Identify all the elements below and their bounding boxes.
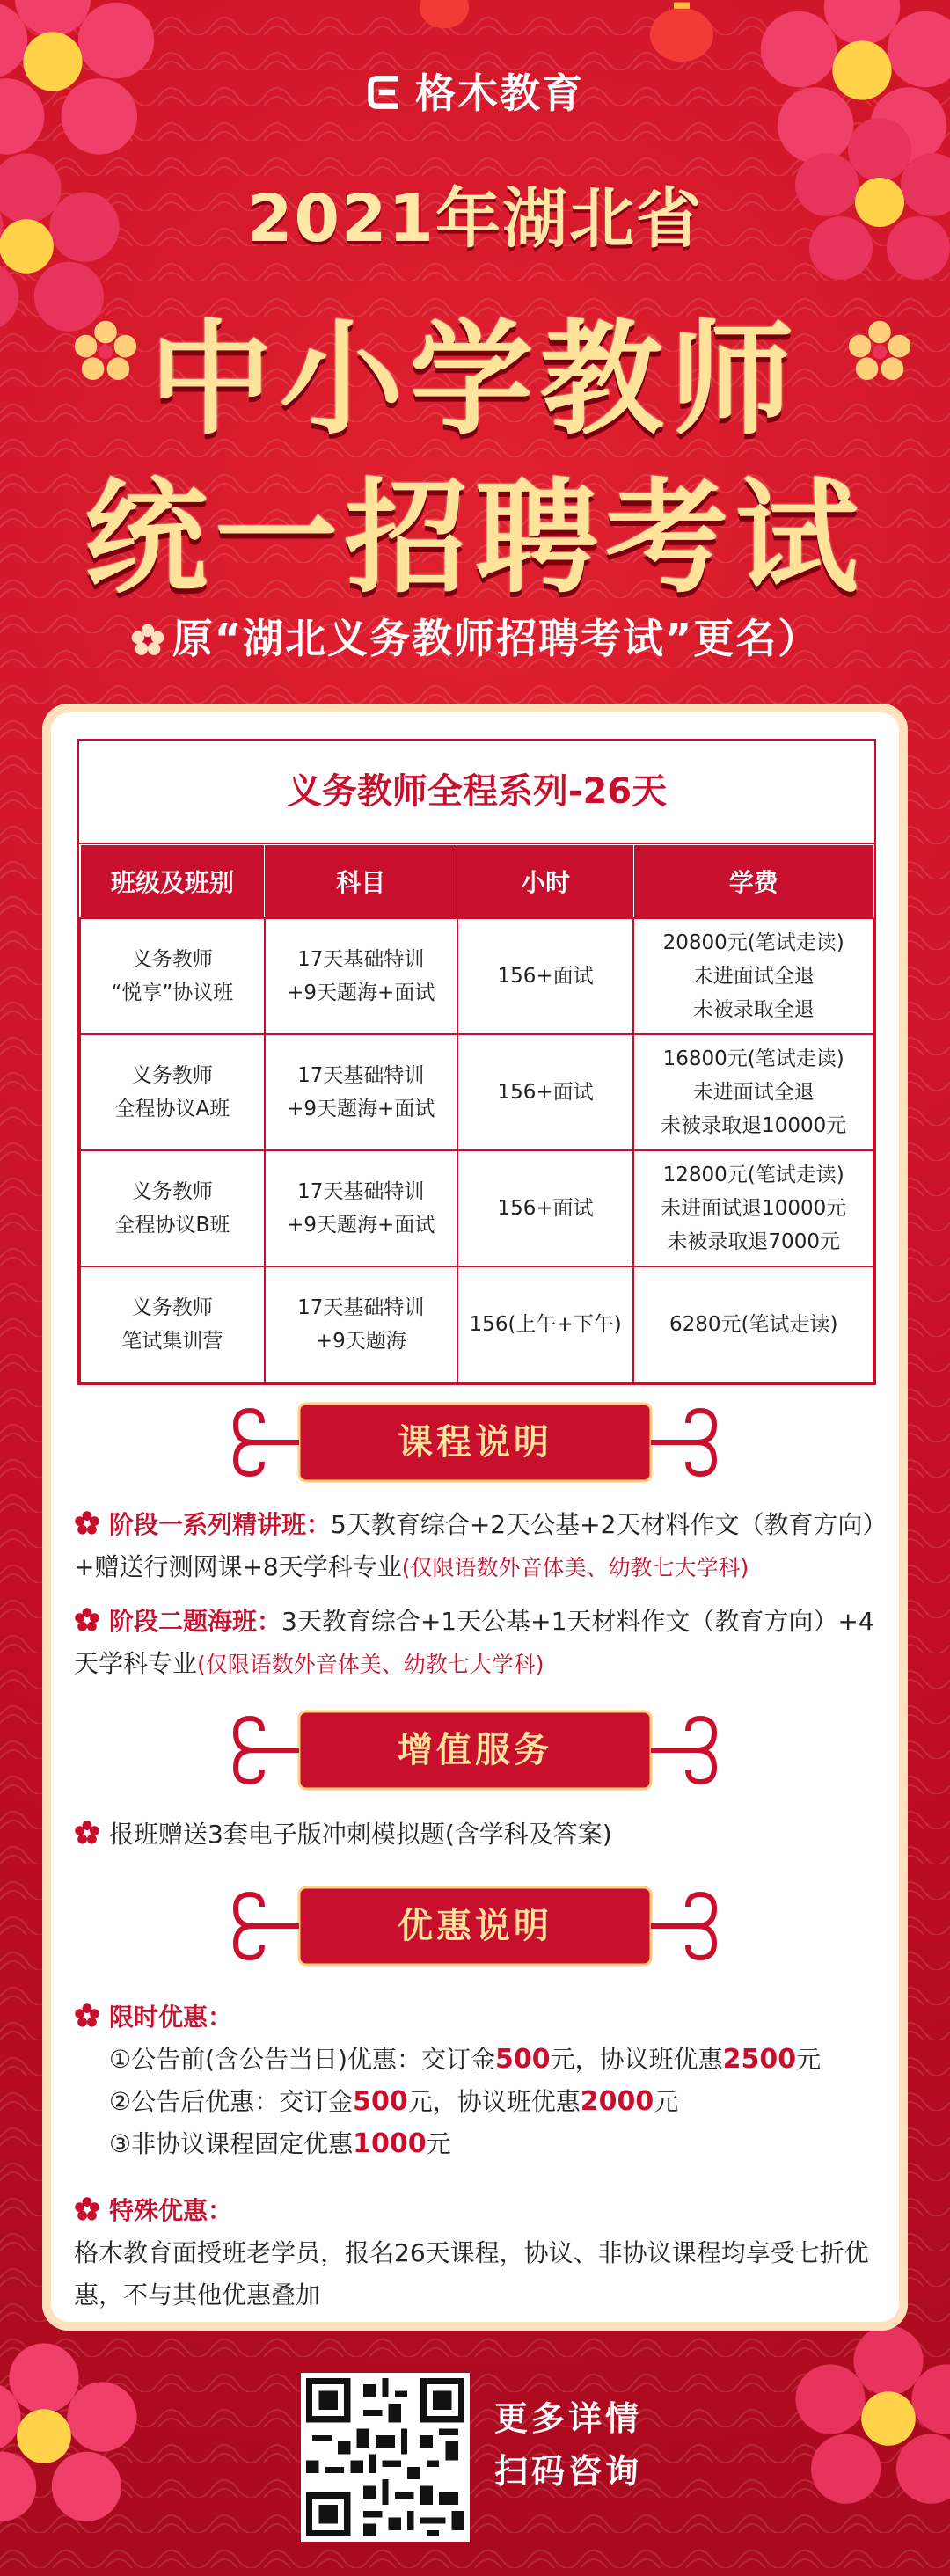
year-line: 2021年湖北省: [247, 181, 703, 257]
limited-line-2: ②公告后优惠：交订金500元，协议班优惠2000元: [109, 2086, 679, 2117]
limited-label: 限时优惠：: [109, 2003, 233, 2032]
subject-cell: 17天基础特训 +9天题海+面试: [265, 918, 457, 1034]
class-cell: 义务教师 全程协议A班: [80, 1034, 265, 1150]
value-banner-label: 增值服务: [398, 1730, 552, 1770]
fee-cell: 12800元(笔试走读) 未进面试退10000元 未被录取退7000元: [633, 1150, 873, 1266]
fee-cell: 16800元(笔试走读) 未进面试全退 未被录取退10000元: [633, 1034, 873, 1150]
table-header-row: [80, 845, 873, 919]
limited-heading: [74, 1996, 883, 2039]
plum-flower-icon: [74, 1820, 100, 1846]
hours-cell: 156(上午+下午): [457, 1266, 634, 1383]
stage-1-note: (仅限语数外音体美、幼教七大学科): [401, 1555, 749, 1580]
hours-cell: 156+面试: [457, 918, 634, 1034]
plum-flower-icon: [74, 2003, 100, 2029]
plum-flower-icon: [130, 623, 165, 658]
stage-1: [74, 1504, 883, 1589]
value-banner: [42, 1706, 908, 1794]
hours-cell: 156+面试: [457, 1034, 634, 1150]
value-item: [74, 1813, 883, 1856]
course-banner-label: 课程说明: [398, 1422, 552, 1463]
col-header: 科目: [265, 845, 457, 919]
plum-flower-icon: [74, 2196, 100, 2222]
table-row: [80, 918, 873, 1034]
lantern-icon: [642, 0, 721, 70]
stage-1-label: 阶段一系列精讲班：: [109, 1510, 332, 1539]
qr-caption-line-2: 扫码咨询: [494, 2452, 643, 2491]
content-card: [42, 704, 908, 2331]
stage-1-text: 5天教育综合+2天公基+2天材料作文（教育方向）+赠送行测网课+8天学科专业: [74, 1510, 875, 1581]
fee-table-grid: [79, 844, 874, 1383]
class-cell: 义务教师 全程协议B班: [80, 1150, 265, 1266]
special-text: 格木教育面授班老学员，报名26天课程，协议、非协议课程均享受七折优惠，不与其他优惠叠加: [74, 2238, 869, 2310]
stage-2: [74, 1601, 883, 1686]
col-header: 小时: [457, 845, 634, 919]
special-heading: [74, 2190, 883, 2232]
subject-cell: 17天基础特训 +9天题海: [265, 1266, 457, 1383]
title-line-1: 中小学教师: [149, 309, 800, 452]
subject-cell: 17天基础特训 +9天题海+面试: [265, 1034, 457, 1150]
lantern-icon: [413, 0, 475, 35]
special-label: 特殊优惠：: [109, 2196, 233, 2225]
brand-logo: [0, 62, 950, 120]
col-header: 班级及班别: [80, 845, 265, 919]
table-row: [80, 1034, 873, 1150]
qr-caption-line-1: 更多详情: [494, 2399, 643, 2438]
flower-icon: [0, 2339, 141, 2533]
discount-banner-label: 优惠说明: [398, 1906, 552, 1946]
stage-2-note: (仅限语数外音体美、幼教七大学科): [197, 1652, 544, 1677]
value-item-text: 报班赠送3套电子版冲刺模拟题(含学科及答案): [109, 1820, 612, 1849]
limited-line-3: ③非协议课程固定优惠1000元: [109, 2128, 451, 2159]
subtitle-text: 原“湖北义务教师招聘考试”更名）: [172, 615, 821, 662]
brand-name: 格木教育: [415, 69, 584, 117]
fee-cell: 6280元(笔试走读): [633, 1266, 873, 1383]
qr-caption: [494, 2392, 642, 2498]
subtitle: [0, 607, 950, 665]
special-discount: [74, 2190, 883, 2317]
table-row: [80, 1266, 873, 1383]
class-cell: 义务教师 “悦享”协议班: [80, 918, 265, 1034]
course-banner: [42, 1398, 908, 1486]
title-line-2: 统一招聘考试: [84, 467, 866, 610]
fee-table: [77, 739, 876, 1385]
logo-icon: [366, 72, 406, 113]
col-header: 学费: [633, 845, 873, 919]
fee-cell: 20800元(笔试走读) 未进面试全退 未被录取全退: [633, 918, 873, 1034]
stage-2-label: 阶段二题海班：: [109, 1607, 282, 1636]
class-cell: 义务教师 笔试集训营: [80, 1266, 265, 1383]
table-row: [80, 1150, 873, 1266]
limited-line-1: ①公告前(含公告当日)优惠：交订金500元，协议班优惠2500元: [109, 2044, 822, 2075]
qr-code[interactable]: [301, 2373, 470, 2542]
hours-cell: 156+面试: [457, 1150, 634, 1266]
plum-flower-icon: [74, 1510, 100, 1536]
stage-2-text: 3天教育综合+1天公基+1天材料作文（教育方向）+4天学科专业: [74, 1607, 874, 1678]
plum-flower-icon: [74, 1607, 100, 1633]
limited-discount: [74, 1996, 883, 2165]
discount-banner: [42, 1882, 908, 1970]
subject-cell: 17天基础特训 +9天题海+面试: [265, 1150, 457, 1266]
flower-icon: [792, 2322, 950, 2515]
table-title: 义务教师全程系列-26天: [79, 741, 874, 844]
